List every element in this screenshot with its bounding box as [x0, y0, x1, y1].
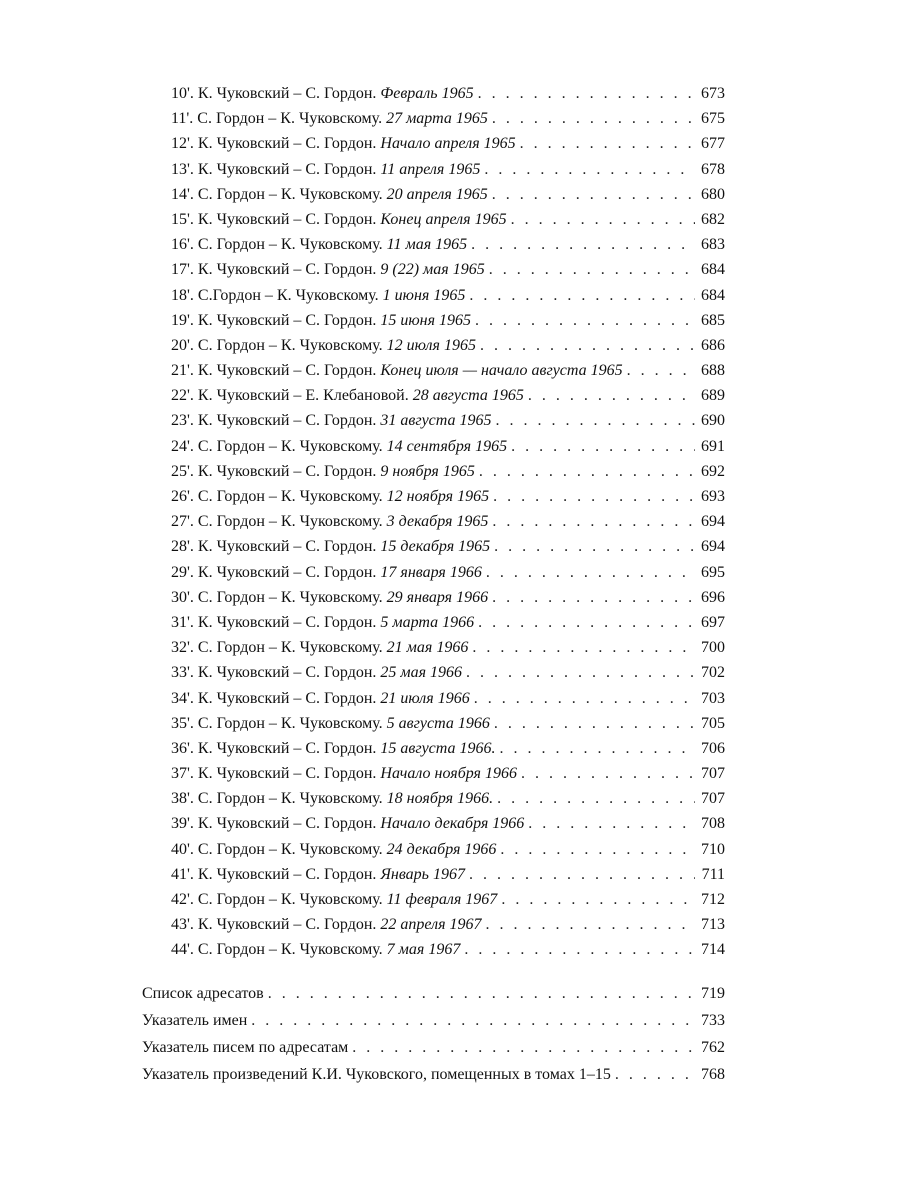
entry-page-number: 703 — [701, 689, 725, 707]
leader-dots — [494, 711, 695, 736]
leader-dots — [500, 837, 695, 862]
entry-label — [171, 383, 524, 408]
entry-date: Конец апреля 1965 — [380, 210, 507, 228]
entry-date: 11 февраля 1967 — [386, 891, 498, 908]
entry-correspondents: К. Чуковский – С. Гордон. — [197, 210, 377, 228]
entry-label — [171, 509, 488, 534]
leader-dots — [466, 660, 695, 685]
entry-correspondents: С. Гордон – К. Чуковскому. — [197, 110, 383, 128]
entry-number: 15'. — [171, 210, 194, 228]
entry-page-number: 700 — [701, 639, 725, 657]
entry-correspondents: К. Чуковский – С. Гордон. — [197, 916, 377, 934]
entry-number: 23'. — [171, 412, 194, 430]
toc-entry[interactable] — [0, 434, 725, 459]
entry-correspondents: С. Гордон – К. Чуковскому. — [197, 488, 383, 505]
entry-correspondents: К. Чуковский – С. Гордон. — [197, 689, 377, 707]
toc-entry[interactable] — [0, 283, 725, 308]
entry-label — [171, 207, 507, 232]
toc-entry[interactable] — [0, 509, 725, 534]
entry-number: 12'. — [171, 135, 194, 153]
entry-number: 34'. — [171, 689, 194, 707]
entry-correspondents: К. Чуковский – С. Гордон. — [197, 538, 377, 556]
section-page-number: 762 — [701, 1038, 725, 1056]
leader-dots — [521, 761, 695, 786]
toc-entry[interactable] — [0, 232, 725, 257]
entry-number: 42'. — [171, 891, 194, 908]
entry-correspondents: К. Чуковский – С. Гордон. — [197, 311, 377, 329]
entry-number: 14'. — [171, 185, 194, 203]
toc-entry[interactable] — [0, 837, 725, 862]
entry-number: 22'. — [171, 387, 194, 405]
entry-label — [171, 761, 517, 786]
leader-dots — [478, 610, 695, 635]
entry-label — [171, 157, 480, 182]
entry-number: 39'. — [171, 815, 194, 833]
toc-entry[interactable] — [0, 761, 725, 786]
entry-page-number: 684 — [701, 261, 725, 279]
leader-dots — [486, 560, 695, 585]
entry-page-number: 708 — [701, 815, 725, 833]
toc-entry[interactable] — [0, 383, 725, 408]
entry-page-number: 673 — [701, 85, 725, 102]
toc-section[interactable] — [0, 980, 725, 1007]
entry-label — [171, 534, 490, 559]
entry-label — [171, 837, 496, 862]
entry-page-number: 684 — [701, 286, 725, 304]
letter-list — [0, 81, 900, 963]
entry-label — [171, 484, 489, 509]
entry-correspondents: К. Чуковский – С. Гордон. — [197, 135, 377, 153]
entry-number: 19'. — [171, 311, 194, 329]
leader-dots — [511, 207, 695, 232]
toc-section[interactable] — [0, 1034, 725, 1061]
entry-number: 44'. — [171, 941, 194, 959]
toc-entry[interactable] — [0, 358, 725, 383]
entry-number: 28'. — [171, 538, 194, 556]
entry-label — [171, 937, 460, 962]
section-title: Указатель имен — [142, 1011, 248, 1029]
entry-correspondents: К. Чуковский – С. Гордон. — [197, 664, 377, 682]
leader-dots — [486, 912, 695, 937]
leader-dots — [528, 383, 695, 408]
entry-page-number: 694 — [701, 538, 725, 556]
entry-date: Конец июля — начало августа 1965 — [380, 362, 623, 380]
entry-date: Январь 1967 — [380, 865, 465, 883]
toc-entry[interactable] — [0, 660, 725, 685]
entry-label — [171, 811, 524, 836]
toc-entry[interactable] — [0, 937, 725, 962]
leader-dots — [484, 157, 695, 182]
entry-date: Начало декабря 1966 — [380, 815, 525, 833]
entry-date: Начало ноября 1966 — [380, 765, 517, 783]
entry-label — [171, 912, 482, 937]
entry-label — [171, 182, 488, 207]
entry-correspondents: К. Чуковский – С. Гордон. — [197, 865, 377, 883]
toc-entry[interactable] — [0, 534, 725, 559]
entry-page-number: 689 — [701, 387, 725, 405]
leader-dots — [500, 736, 695, 761]
entry-number: 20'. — [171, 336, 194, 354]
entry-date: 31 августа 1965 — [380, 412, 492, 430]
entry-page-number: 702 — [701, 664, 725, 682]
entry-number: 33'. — [171, 664, 194, 682]
entry-number: 18'. — [171, 286, 194, 304]
leader-dots — [497, 786, 695, 811]
entry-date: 9 ноября 1965 — [380, 462, 475, 480]
entry-date: 12 июля 1965 — [386, 336, 476, 354]
leader-dots — [471, 232, 695, 257]
entry-date: Начало апреля 1965 — [380, 135, 516, 153]
entry-label — [171, 585, 488, 610]
entry-label — [171, 887, 497, 912]
entry-page-number: 706 — [701, 739, 725, 757]
entry-date: 1 июня 1965 — [382, 286, 466, 304]
entry-date: 17 января 1966 — [380, 563, 482, 581]
toc-entry[interactable] — [0, 887, 725, 912]
entry-correspondents: С. Гордон – К. Чуковскому. — [197, 513, 383, 531]
entry-page-number: 685 — [701, 311, 725, 329]
entry-label — [171, 434, 507, 459]
entry-page-number: 695 — [701, 563, 725, 581]
leader-dots — [489, 257, 695, 282]
entry-correspondents: С. Гордон – К. Чуковскому. — [197, 185, 383, 203]
entry-correspondents: С. Гордон – К. Чуковскому. — [197, 236, 383, 254]
entry-correspondents: К. Чуковский – С. Гордон. — [197, 261, 377, 279]
entry-page-number: 688 — [701, 362, 725, 380]
entry-correspondents: С. Гордон – К. Чуковскому. — [197, 437, 383, 455]
toc-entry[interactable] — [0, 257, 725, 282]
entry-label — [171, 635, 468, 660]
leader-dots — [501, 887, 695, 912]
toc-entry[interactable] — [0, 106, 725, 131]
leader-dots — [492, 182, 695, 207]
entry-number: 38'. — [171, 790, 194, 808]
entry-page-number: 692 — [701, 462, 725, 480]
entry-correspondents: К. Чуковский – С. Гордон. — [197, 85, 377, 102]
entry-date: 29 января 1966 — [386, 588, 489, 606]
table-of-contents — [0, 81, 900, 1088]
leader-dots — [475, 308, 695, 333]
entry-date: 22 апреля 1967 — [380, 916, 482, 934]
toc-entry[interactable] — [0, 308, 725, 333]
entry-label — [171, 660, 462, 685]
toc-entry[interactable] — [0, 635, 725, 660]
entry-date: 12 ноября 1965 — [386, 488, 490, 505]
entry-date: 14 сентября 1965 — [386, 437, 508, 455]
entry-correspondents: К. Чуковский – Е. Клебановой. — [197, 387, 409, 405]
entry-correspondents: С. Гордон – К. Чуковскому. — [197, 639, 383, 657]
entry-date: 5 марта 1966 — [380, 613, 475, 631]
entry-label — [171, 257, 485, 282]
entry-date: 25 мая 1966 — [380, 664, 463, 682]
entry-page-number: 683 — [701, 236, 725, 254]
entry-correspondents: С. Гордон – К. Чуковскому. — [197, 840, 383, 858]
leader-dots — [472, 635, 695, 660]
entry-date: 27 марта 1965 — [386, 110, 488, 128]
toc-entry[interactable] — [0, 182, 725, 207]
entry-page-number: 678 — [701, 160, 725, 178]
entry-date: 18 ноября 1966. — [386, 790, 494, 808]
leader-dots — [528, 811, 695, 836]
entry-label — [171, 686, 470, 711]
entry-number: 41'. — [171, 865, 194, 883]
entry-page-number: 705 — [701, 714, 725, 732]
toc-entry[interactable] — [0, 686, 725, 711]
leader-dots — [492, 585, 695, 610]
entry-date: 15 августа 1966. — [380, 739, 496, 757]
entry-correspondents: С. Гордон – К. Чуковскому. — [197, 336, 383, 354]
entry-correspondents: К. Чуковский – С. Гордон. — [197, 765, 377, 783]
leader-dots — [474, 686, 695, 711]
entry-page-number: 707 — [701, 790, 725, 808]
entry-number: 27'. — [171, 513, 194, 531]
section-list — [0, 980, 900, 1088]
entry-correspondents: К. Чуковский – С. Гордон. — [197, 563, 377, 581]
entry-page-number: 710 — [701, 840, 725, 858]
leader-dots — [615, 1061, 695, 1088]
entry-label — [171, 560, 482, 585]
entry-date: 21 июля 1966 — [380, 689, 470, 707]
leader-dots — [251, 1007, 695, 1034]
entry-number: 43'. — [171, 916, 194, 934]
entry-number: 37'. — [171, 765, 194, 783]
entry-page-number: 677 — [701, 135, 725, 153]
section-title: Список адресатов — [142, 984, 264, 1002]
entry-label — [171, 711, 490, 736]
entry-number: 10'. — [171, 85, 194, 102]
entry-label — [171, 408, 492, 433]
toc-entry[interactable] — [0, 459, 725, 484]
entry-correspondents: К. Чуковский – С. Гордон. — [197, 160, 377, 178]
entry-number: 32'. — [171, 639, 194, 657]
section-page-number: 768 — [701, 1065, 725, 1083]
leader-dots — [479, 459, 695, 484]
leader-dots — [480, 333, 695, 358]
leader-dots — [464, 937, 695, 962]
entry-page-number: 712 — [701, 891, 725, 908]
entry-label — [171, 358, 623, 383]
entry-number: 25'. — [171, 462, 194, 480]
entry-label — [171, 333, 476, 358]
entry-label — [171, 459, 475, 484]
entry-correspondents: К. Чуковский – С. Гордон. — [197, 412, 377, 430]
entry-number: 35'. — [171, 714, 194, 732]
entry-number: 21'. — [171, 362, 194, 380]
entry-date: 24 декабря 1966 — [386, 840, 497, 858]
leader-dots — [492, 106, 695, 131]
section-title: Указатель произведений К.И. Чуковского, помещенных в томах 1–15 — [142, 1065, 611, 1083]
entry-number: 16'. — [171, 236, 194, 254]
entry-date: 11 мая 1965 — [386, 236, 468, 254]
entry-page-number: 714 — [701, 941, 725, 959]
entry-label — [171, 283, 465, 308]
entry-page-number: 694 — [701, 513, 725, 531]
toc-entry[interactable] — [0, 912, 725, 937]
entry-number: 31'. — [171, 613, 194, 631]
toc-entry[interactable] — [0, 408, 725, 433]
entry-correspondents: К. Чуковский – С. Гордон. — [197, 613, 377, 631]
toc-entry[interactable] — [0, 585, 725, 610]
leader-dots — [352, 1034, 695, 1061]
leader-dots — [494, 534, 695, 559]
entry-date: 20 апреля 1965 — [386, 185, 488, 203]
section-page-number: 733 — [701, 1011, 725, 1029]
leader-dots — [492, 509, 695, 534]
entry-label — [171, 736, 496, 761]
entry-number: 40'. — [171, 840, 194, 858]
entry-date: 7 мая 1967 — [386, 941, 461, 959]
leader-dots — [627, 358, 695, 383]
entry-page-number: 690 — [701, 412, 725, 430]
entry-date: 11 апреля 1965 — [380, 160, 481, 178]
entry-label — [171, 81, 474, 106]
section-title: Указатель писем по адресатам — [142, 1038, 349, 1056]
toc-entry[interactable] — [0, 81, 725, 106]
leader-dots — [268, 980, 695, 1007]
entry-correspondents: К. Чуковский – С. Гордон. — [197, 462, 377, 480]
entry-page-number: 691 — [701, 437, 725, 455]
toc-section[interactable] — [0, 1007, 725, 1034]
entry-correspondents: К. Чуковский – С. Гордон. — [197, 815, 377, 833]
entry-label — [171, 786, 493, 811]
entry-page-number: 711 — [701, 865, 725, 883]
entry-page-number: 707 — [701, 765, 725, 783]
entry-label — [171, 131, 516, 156]
entry-page-number: 675 — [701, 110, 725, 128]
entry-page-number: 693 — [701, 488, 725, 505]
entry-correspondents: С. Гордон – К. Чуковскому. — [197, 790, 383, 808]
entry-correspondents: С. Гордон – К. Чуковскому. — [197, 891, 383, 908]
entry-page-number: 682 — [701, 210, 725, 228]
leader-dots — [496, 408, 695, 433]
entry-page-number: 680 — [701, 185, 725, 203]
leader-dots — [469, 283, 695, 308]
entry-label — [171, 862, 465, 887]
entry-date: 5 августа 1966 — [386, 714, 490, 732]
entry-page-number: 696 — [701, 588, 725, 606]
entry-page-number: 686 — [701, 336, 725, 354]
entry-number: 11'. — [171, 110, 194, 128]
toc-entry[interactable] — [0, 786, 725, 811]
entry-date: 15 декабря 1965 — [380, 538, 491, 556]
entry-correspondents: С.Гордон – К. Чуковскому. — [197, 286, 379, 304]
leader-dots — [469, 862, 695, 887]
toc-entry[interactable] — [0, 484, 725, 509]
leader-dots — [493, 484, 695, 509]
entry-label — [171, 232, 467, 257]
section-gap — [0, 963, 900, 980]
entry-page-number: 713 — [701, 916, 725, 934]
entry-date: 21 мая 1966 — [386, 639, 469, 657]
entry-number: 30'. — [171, 588, 194, 606]
toc-entry[interactable] — [0, 736, 725, 761]
entry-correspondents: С. Гордон – К. Чуковскому. — [197, 588, 383, 606]
entry-page-number: 697 — [701, 613, 725, 631]
entry-date: 9 (22) мая 1965 — [380, 261, 485, 279]
toc-entry[interactable] — [0, 157, 725, 182]
entry-correspondents: К. Чуковский – С. Гордон. — [197, 362, 377, 380]
toc-entry[interactable] — [0, 610, 725, 635]
entry-label — [171, 106, 488, 131]
entry-number: 26'. — [171, 488, 194, 505]
toc-entry[interactable] — [0, 811, 725, 836]
entry-number: 13'. — [171, 160, 194, 178]
leader-dots — [511, 434, 695, 459]
toc-entry[interactable] — [0, 333, 725, 358]
entry-number: 29'. — [171, 563, 194, 581]
toc-entry[interactable] — [0, 862, 725, 887]
entry-number: 36'. — [171, 739, 194, 757]
entry-date: 3 декабря 1965 — [386, 513, 489, 531]
entry-number: 17'. — [171, 261, 194, 279]
toc-entry[interactable] — [0, 711, 725, 736]
leader-dots — [478, 81, 695, 106]
entry-label — [171, 610, 474, 635]
entry-date: 28 августа 1965 — [412, 387, 524, 405]
section-page-number: 719 — [701, 984, 725, 1002]
leader-dots — [520, 131, 695, 156]
entry-date: Февраль 1965 — [380, 85, 474, 102]
entry-correspondents: С. Гордон – К. Чуковскому. — [197, 714, 383, 732]
entry-correspondents: С. Гордон – К. Чуковскому. — [197, 941, 383, 959]
entry-correspondents: К. Чуковский – С. Гордон. — [197, 739, 377, 757]
toc-entry[interactable] — [0, 207, 725, 232]
entry-number: 24'. — [171, 437, 194, 455]
toc-entry[interactable] — [0, 560, 725, 585]
entry-label — [171, 308, 471, 333]
toc-section[interactable] — [0, 1061, 725, 1088]
entry-date: 15 июня 1965 — [380, 311, 472, 329]
toc-entry[interactable] — [0, 131, 725, 156]
